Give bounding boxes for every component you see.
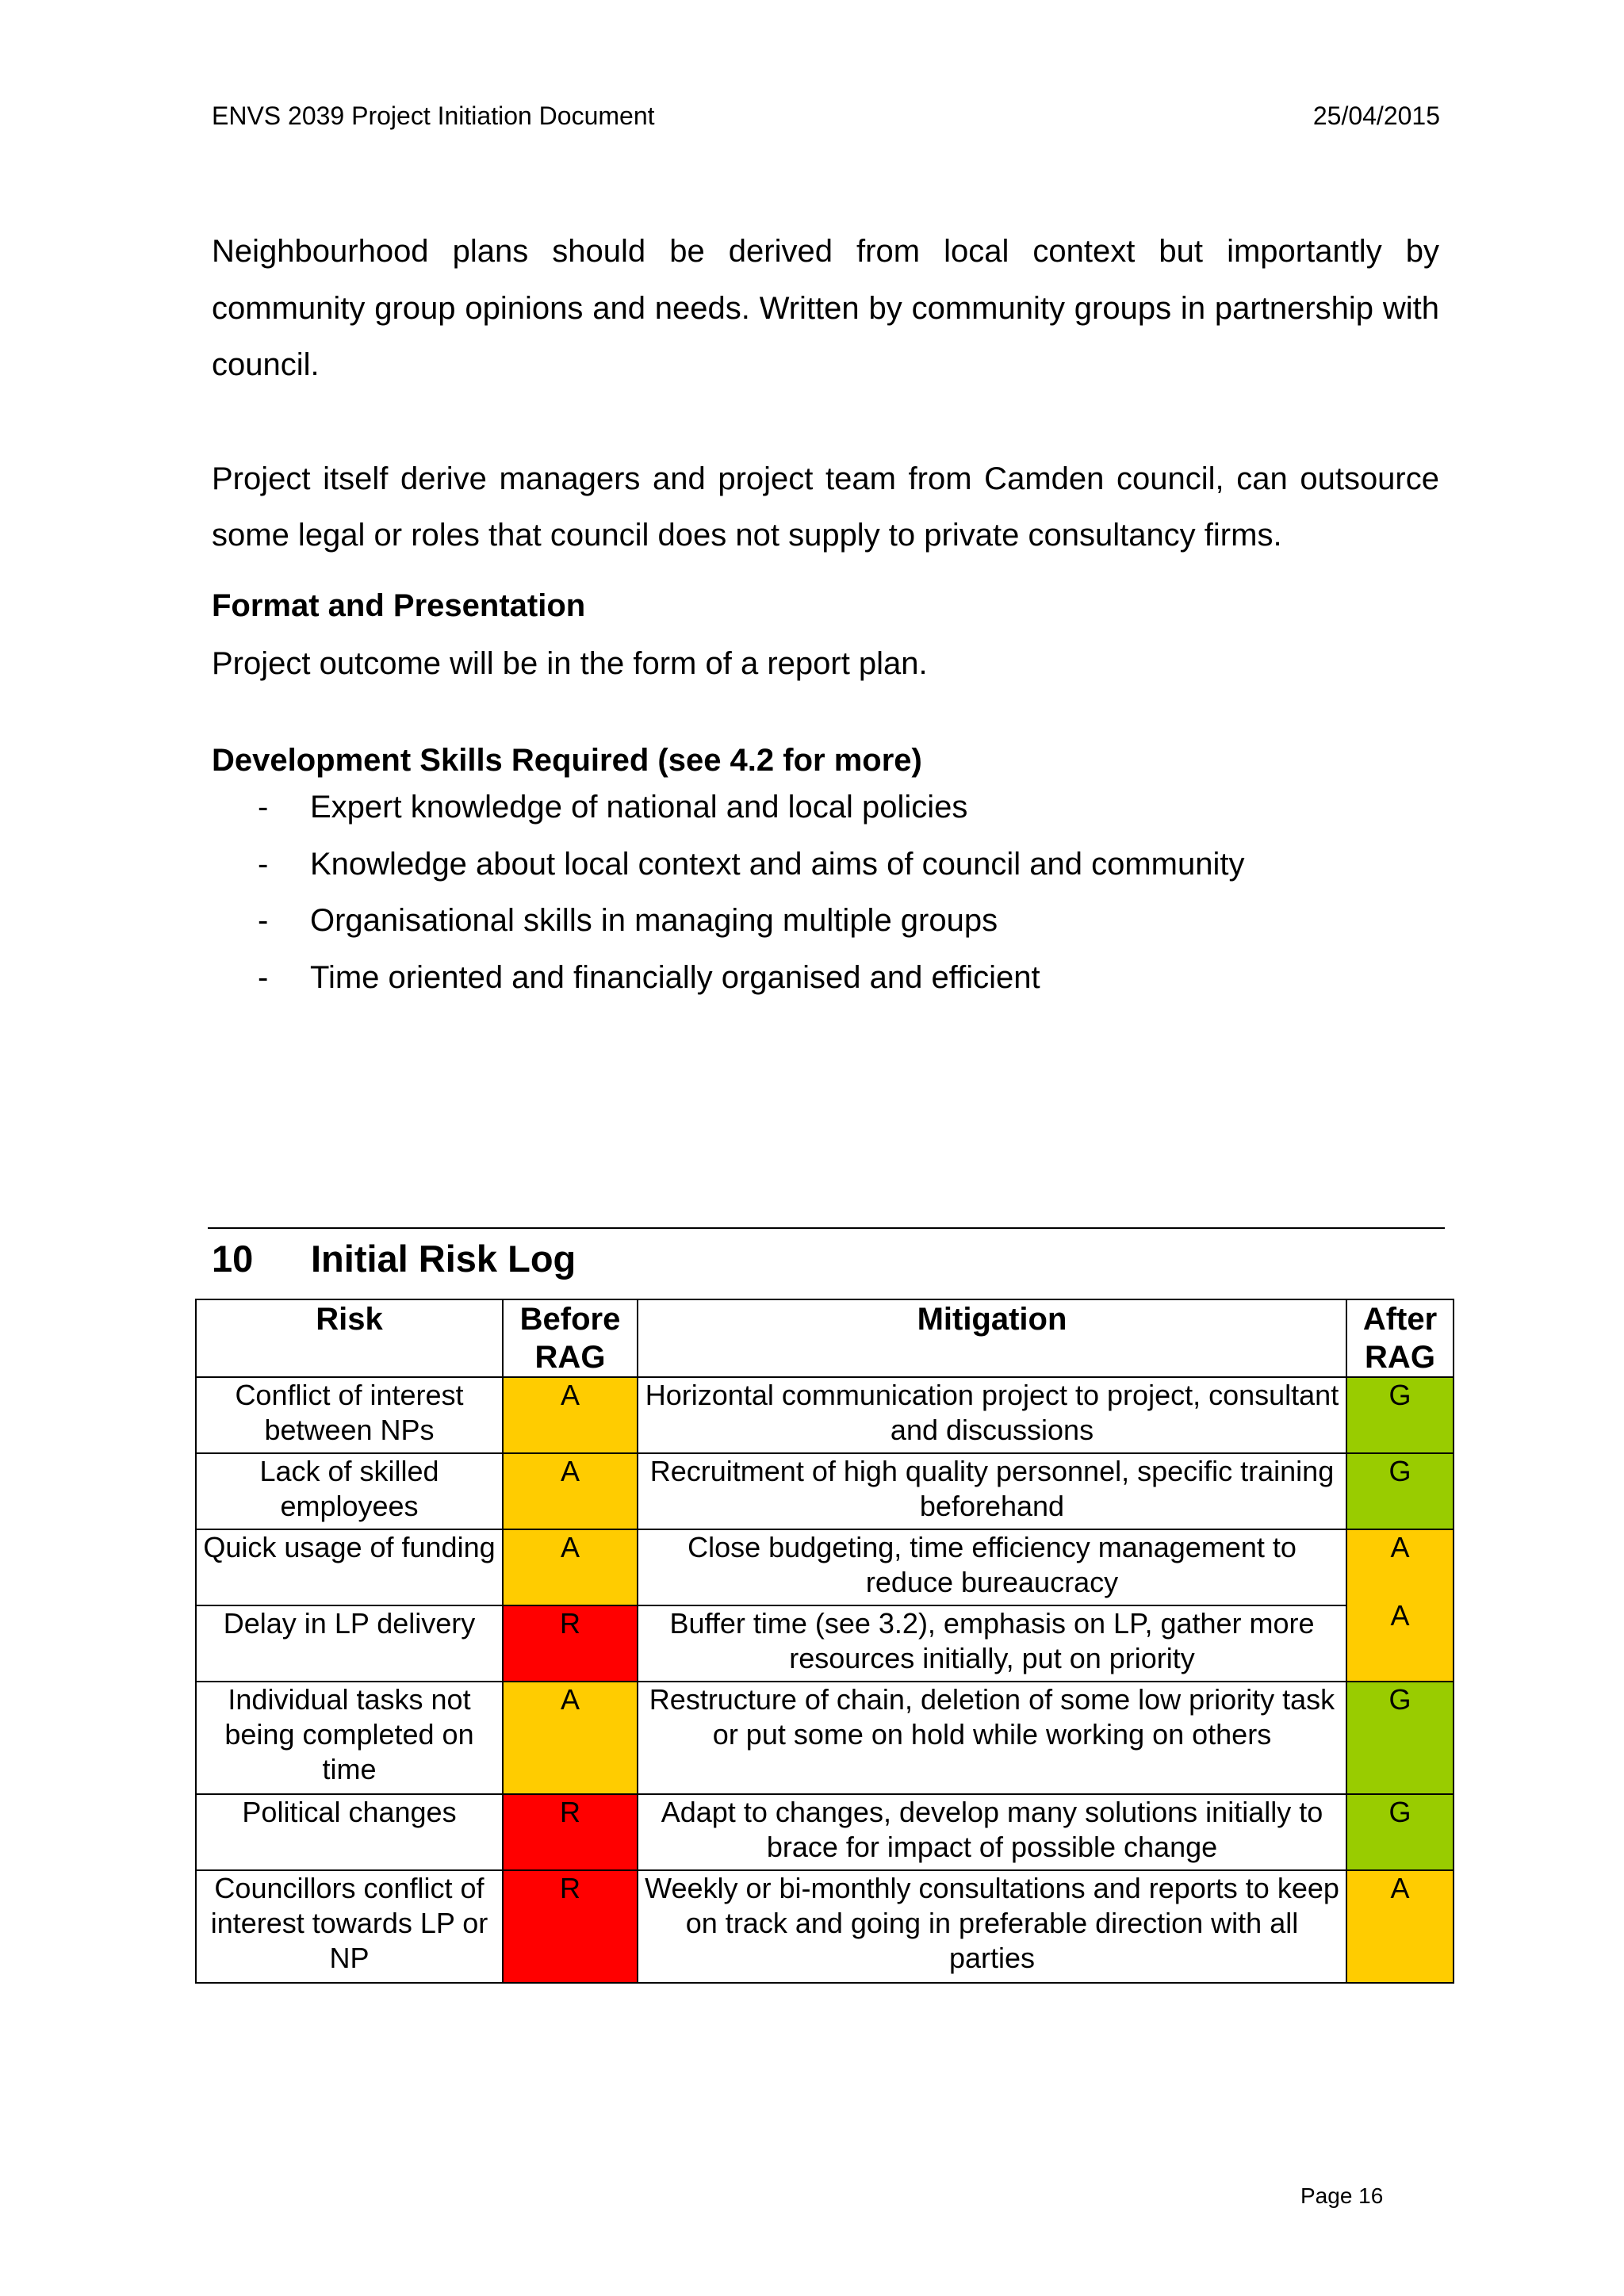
section-heading xyxy=(212,1237,576,1281)
header-before-rag: Before RAG xyxy=(503,1299,638,1377)
mitigation-cell: Weekly or bi-monthly consultations and reports to keep on track and going in preferable direction with all parties xyxy=(638,1870,1346,1983)
skill-text: Expert knowledge of national and local policies xyxy=(310,790,968,825)
risk-log-table xyxy=(195,1299,1454,1984)
before-rag-cell: R xyxy=(503,1794,638,1870)
mitigation-cell: Restructure of chain, deletion of some low priority task or put some on hold while working on others xyxy=(638,1682,1346,1794)
page-number: Page 16 xyxy=(1300,2183,1384,2208)
table-row xyxy=(196,1794,1454,1870)
bullet-dash: - xyxy=(258,959,269,995)
skill-text: Knowledge about local context and aims of council and community xyxy=(310,846,1245,882)
skill-text: Organisational skills in managing multiple groups xyxy=(310,903,998,938)
risk-cell: Individual tasks not being completed on time xyxy=(196,1682,503,1794)
mitigation-cell: Buffer time (see 3.2), emphasis on LP, gather more resources initially, put on priority xyxy=(638,1605,1346,1682)
table-row xyxy=(196,1529,1454,1605)
after-rag-value: A xyxy=(1390,1599,1410,1632)
list-item xyxy=(212,950,1439,1007)
heading-development-skills: Development Skills Required (see 4.2 for more) xyxy=(212,743,922,778)
before-rag-cell: R xyxy=(503,1870,638,1983)
after-rag-value: A xyxy=(1390,1531,1410,1563)
mitigation-cell: Horizontal communication project to project, consultant and discussions xyxy=(638,1377,1346,1453)
table-row xyxy=(196,1682,1454,1794)
after-rag-cell: G xyxy=(1346,1794,1454,1870)
table-row xyxy=(196,1377,1454,1453)
spacer xyxy=(212,625,1439,636)
table-header-row xyxy=(196,1299,1454,1377)
document-title: ENVS 2039 Project Initiation Document xyxy=(212,101,655,130)
risk-cell: Councillors conflict of interest towards LP or NP xyxy=(196,1870,503,1983)
risk-table-body xyxy=(196,1377,1454,1983)
before-rag-cell: A xyxy=(503,1682,638,1794)
after-rag-cell xyxy=(1346,1529,1454,1682)
risk-cell: Political changes xyxy=(196,1794,503,1870)
document-date: 25/04/2015 xyxy=(1312,101,1440,130)
mitigation-cell: Close budgeting, time efficiency management to reduce bureaucracy xyxy=(638,1529,1346,1605)
header-risk: Risk xyxy=(196,1299,503,1377)
list-item xyxy=(212,893,1439,950)
before-rag-cell: A xyxy=(503,1453,638,1529)
list-item xyxy=(212,779,1439,836)
skills-list xyxy=(212,779,1439,1006)
paragraph-gap xyxy=(212,394,1439,451)
paragraph-project-team: Project itself derive managers and project team from Camden council, can outsource some legal or roles that council does not supply to private consultancy firms. xyxy=(212,461,1439,553)
section-rule xyxy=(208,1227,1445,1229)
mitigation-cell: Recruitment of high quality personnel, specific training beforehand xyxy=(638,1453,1346,1529)
before-rag-cell: A xyxy=(503,1529,638,1605)
after-rag-cell: G xyxy=(1346,1377,1454,1453)
risk-cell: Lack of skilled employees xyxy=(196,1453,503,1529)
table-row xyxy=(196,1870,1454,1983)
paragraph-format: Project outcome will be in the form of a report plan. xyxy=(212,645,928,681)
skill-text: Time oriented and financially organised and efficient xyxy=(310,959,1040,995)
paragraph-neighbourhood-plans: Neighbourhood plans should be derived from local context but importantly by community group opinions and needs. Written by community groups in partnership with council. xyxy=(212,234,1439,382)
table-row xyxy=(196,1605,1454,1682)
risk-cell: Delay in LP delivery xyxy=(196,1605,503,1682)
page-header xyxy=(212,100,1440,132)
before-rag-cell: A xyxy=(503,1377,638,1453)
after-rag-cell: G xyxy=(1346,1682,1454,1794)
section-title: Initial Risk Log xyxy=(311,1238,576,1280)
before-rag-cell: R xyxy=(503,1605,638,1682)
heading-format-presentation: Format and Presentation xyxy=(212,587,586,623)
bullet-dash: - xyxy=(258,903,269,938)
risk-cell: Quick usage of funding xyxy=(196,1529,503,1605)
header-after-rag: After RAG xyxy=(1346,1299,1454,1377)
bullet-dash: - xyxy=(258,846,269,882)
risk-cell: Conflict of interest between NPs xyxy=(196,1377,503,1453)
mitigation-cell: Adapt to changes, develop many solutions initially to brace for impact of possible change xyxy=(638,1794,1346,1870)
after-rag-cell: G xyxy=(1346,1453,1454,1529)
table-row xyxy=(196,1453,1454,1529)
spacer xyxy=(212,692,1439,741)
bullet-dash: - xyxy=(258,790,269,825)
header-mitigation: Mitigation xyxy=(638,1299,1346,1377)
spacer xyxy=(212,564,1439,587)
page-content xyxy=(212,224,1439,1006)
section-number: 10 xyxy=(212,1238,254,1280)
list-item xyxy=(212,836,1439,894)
after-rag-cell: A xyxy=(1346,1870,1454,1983)
